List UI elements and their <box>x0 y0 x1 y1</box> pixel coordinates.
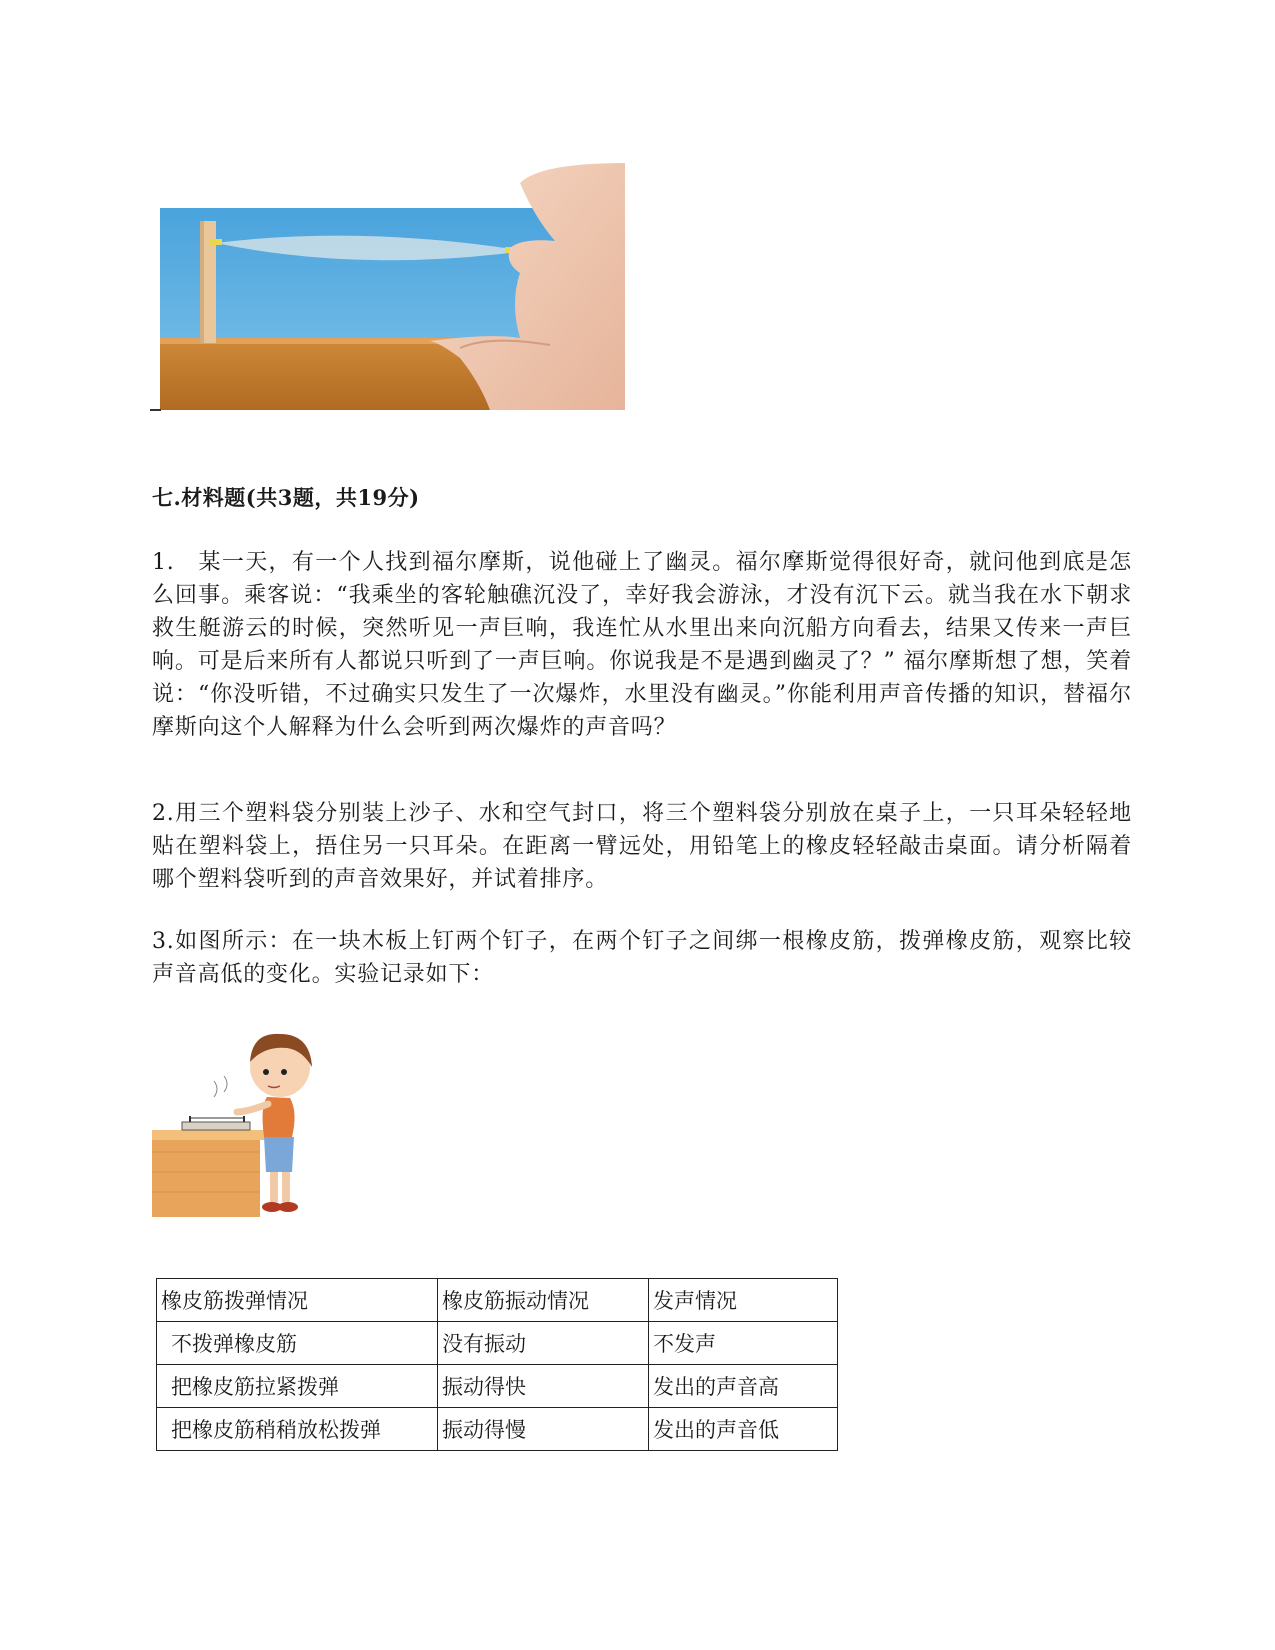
table-header-cell: 橡皮筋拨弹情况 <box>157 1279 438 1322</box>
table-row <box>157 1408 838 1451</box>
image-anchor-mark <box>150 409 161 411</box>
table-row <box>157 1322 838 1365</box>
table-row <box>157 1365 838 1408</box>
question-3: 3.如图所示：在一块木板上钉两个钉子，在两个钉子之间绑一根橡皮筋，拨弹橡皮筋，观察比较声音高低的变化。实验记录如下： <box>152 929 1132 987</box>
table-cell: 振动得慢 <box>438 1408 649 1451</box>
boy-experiment-illustration <box>152 1012 314 1222</box>
table-cell: 把橡皮筋稍稍放松拨弹 <box>157 1408 438 1451</box>
table-header-row <box>157 1279 838 1322</box>
table-cell: 发出的声音低 <box>649 1408 838 1451</box>
table-cell: 把橡皮筋拉紧拨弹 <box>157 1365 438 1408</box>
table-cell: 没有振动 <box>438 1322 649 1365</box>
table-cell: 不发声 <box>649 1322 838 1365</box>
table-header-cell: 发声情况 <box>649 1279 838 1322</box>
experiment-record-table <box>156 1278 838 1451</box>
question-1: 1. 某一天，有一个人找到福尔摩斯，说他碰上了幽灵。福尔摩斯觉得很好奇，就问他到底是怎么回事。乘客说：“我乘坐的客轮触礁沉没了，幸好我会游泳，才没有沉下云。就当我在水下朝求救生艇游云的时候，突然听见一声巨响，我连忙从水里出来向沉船方向看去，结果又传来一声巨响。可是后来所有人都说只听到了一声巨响。你说我是不是遇到幽灵了？” 福尔摩斯想了想，笑着说：“你没听错，不过确实只发生了一次爆炸，水里没有幽灵。”你能利用声音传播的知识，替福尔摩斯向这个人解释为什么会听到两次爆炸的声音吗？ <box>152 550 1132 740</box>
section-title: 七.材料题(共3题，共19分) <box>152 485 420 510</box>
question-2: 2.用三个塑料袋分别装上沙子、水和空气封口，将三个塑料袋分别放在桌子上，一只耳朵轻轻地贴在塑料袋上，捂住另一只耳朵。在距离一臂远处，用铅笔上的橡皮轻轻敲击桌面。请分析隔着哪个塑料袋听到的声音效果好，并试着排序。 <box>152 801 1132 892</box>
table-cell: 振动得快 <box>438 1365 649 1408</box>
table-header-cell: 橡皮筋振动情况 <box>438 1279 649 1322</box>
table-cell: 发出的声音高 <box>649 1365 838 1408</box>
table-cell: 不拨弹橡皮筋 <box>157 1322 438 1365</box>
rubber-band-photo <box>160 163 625 410</box>
